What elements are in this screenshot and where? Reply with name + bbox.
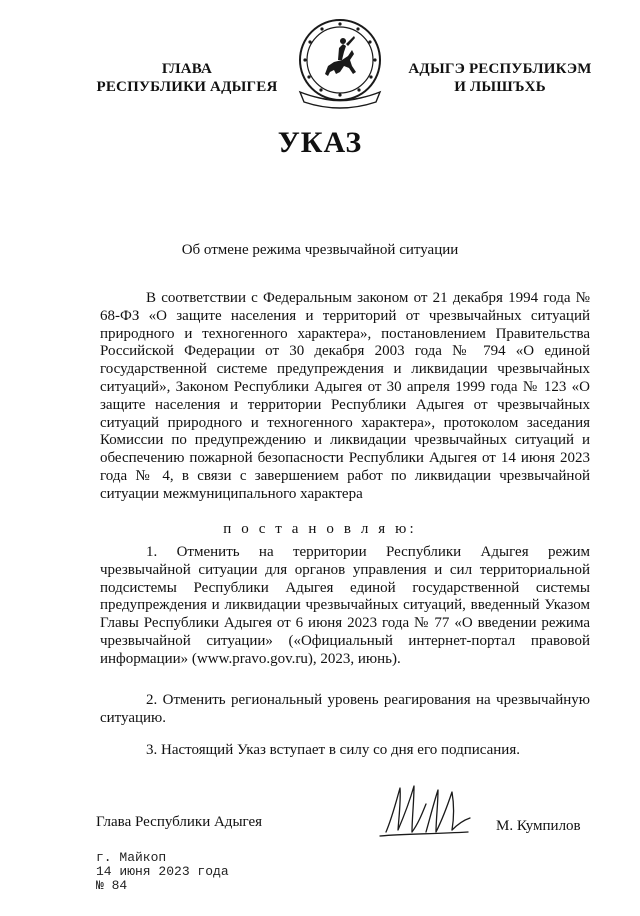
signer-title: Глава Республики Адыгея — [96, 814, 263, 830]
footer-city: г. Майкоп — [96, 850, 167, 865]
decree-item-3: 3. Настоящий Указ вступает в силу со дня его подписания. — [146, 742, 520, 758]
coat-of-arms-icon — [290, 16, 390, 112]
header-right-line1: АДЫГЭ РЕСПУБЛИКЭМ — [408, 61, 592, 77]
footer-number: № 84 — [96, 878, 128, 893]
header-left-line2: РЕСПУБЛИКИ АДЫГЕЯ — [96, 79, 278, 95]
preamble-paragraph: В соответствии с Федеральным законом от 21 декабря 1994 года № 68-ФЗ «О защите населения и территорий от чрезвычайных ситуаций природного и техногенного характера», постановлением Правительства Российской Федерации от 30 декабря 2003 года № 794 «О единой государственной системе предупреждения и ликвидации чрезвычайных ситуаций», Законом Республики Адыгея от 30 апреля 1999 года № 123 «О защите населения и территории Республики Адыгея от чрезвычайных ситуаций природного и техногенного характера», протоколом заседания Комиссии по предупреждению и ликвидации чрезвычайных ситуаций и обеспечению пожарной безопасности Республики Адыгея от 14 июня 2023 года № 4, в связи с завершением работ по ликвидации чрезвычайной ситуации межмуниципального характера — [100, 290, 590, 502]
decree-word: п о с т а н о в л я ю: — [223, 521, 417, 537]
document-subject: Об отмене режима чрезвычайной ситуации — [181, 242, 459, 258]
decree-item-1: 1. Отменить на территории Республики Адыгея режим чрезвычайной ситуации для органов управления и сил территориальной подсистемы Республики Адыгея единой государственной системы предупреждения и ликвидации чрезвычайных ситуаций, введенный Указом Главы Республики Адыгея от 6 июня 2023 года № 77 «О введении режима чрезвычайной ситуации» («Официальный интернет-портал правовой информации» (www.pravo.gov.ru), 2023, июнь). — [100, 544, 590, 667]
decree-item-2: 2. Отменить региональный уровень реагирования на чрезвычайную ситуацию. — [100, 692, 590, 726]
signer-name: М. Кумпилов — [496, 818, 581, 834]
header-right-title — [402, 60, 598, 96]
header-right-line2: И ЛЫШЪХЬ — [454, 79, 546, 95]
header-left-title — [86, 60, 288, 96]
header-left-line1: ГЛАВА — [161, 61, 213, 77]
handwritten-signature-icon — [372, 774, 482, 844]
document-footer — [96, 851, 229, 893]
footer-date: 14 июня 2023 года — [96, 864, 229, 879]
document-type: УКАЗ — [277, 126, 363, 159]
